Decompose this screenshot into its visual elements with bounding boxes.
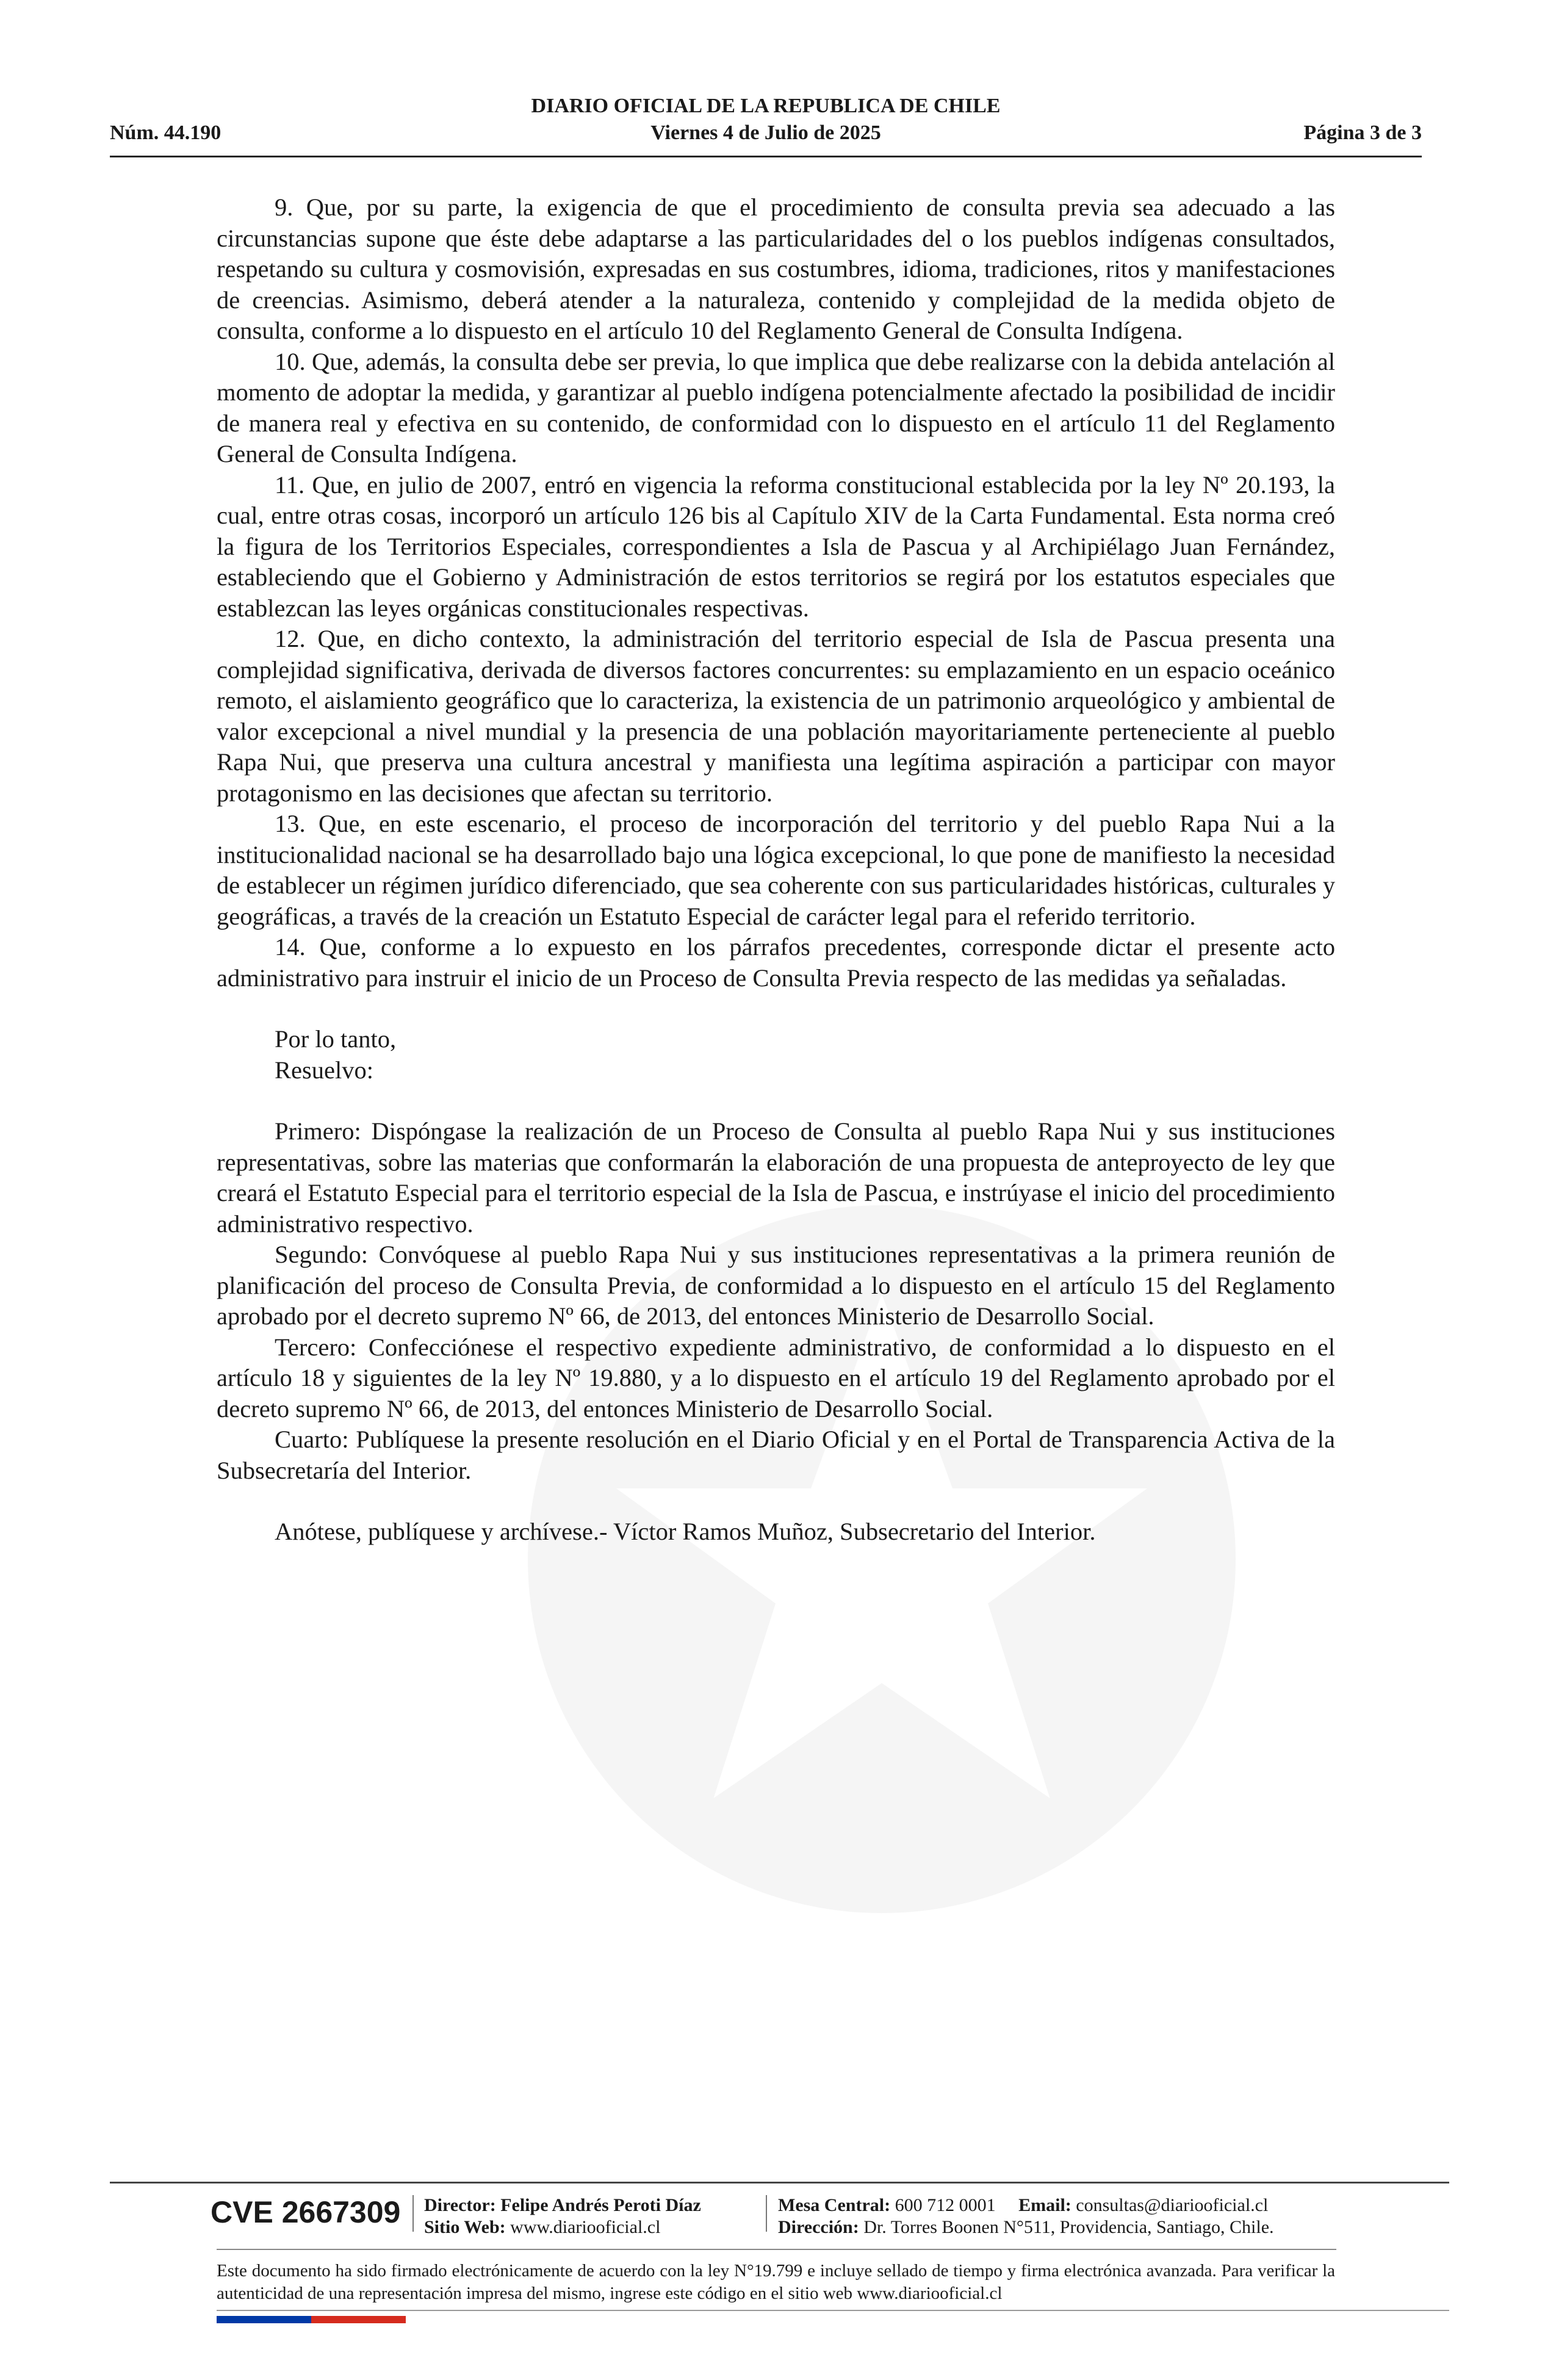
header-divider [110, 156, 1422, 157]
page-number: Página 3 de 3 [1303, 121, 1422, 144]
paragraph-11: 11. Que, en julio de 2007, entró en vigencia la reforma constitucional establecida por la ley Nº 20.193, la cual, entre otras cosas, incorporó un artículo 126 bis al Capítulo XIV de la Carta Fundamental. Esta norma creó la figura de los Territorios Especiales, correspondientes a Isla de Pascua y al Archipiélago Juan Fernández, estableciendo que el Gobierno y Administración de estos territorios se regirá por los estatutos especiales que establezcan las leyes orgánicas constitucionales respectivas. [217, 471, 1335, 622]
por-lo-tanto: Por lo tanto, [275, 1025, 397, 1053]
document-body [217, 192, 1335, 1548]
flag-color-strip [217, 2316, 406, 2323]
flag-blue-segment [217, 2316, 311, 2323]
mesa-central-label: Mesa Central: [778, 2195, 891, 2215]
cve-code: CVE 2667309 [211, 2195, 401, 2229]
issue-number: Núm. 44.190 [110, 121, 222, 144]
resolution-cuarto: Cuarto: Publíquese la presente resolución en el Diario Oficial y en el Portal de Transparencia Activa de la Subsecretaría del Interior. [217, 1426, 1335, 1484]
address-label: Dirección: [778, 2217, 859, 2237]
director-name: Felipe Andrés Peroti Díaz [500, 2195, 701, 2215]
email-link[interactable]: consultas@diariooficial.cl [1076, 2195, 1269, 2215]
footer-separator [766, 2195, 767, 2232]
paragraph-10: 10. Que, además, la consulta debe ser previa, lo que implica que debe realizarse con la debida antelación al momento de adoptar la medida, y garantizar al pueblo indígena potencialmente afectado la posibilidad de incidir de manera real y efectiva en su contenido, de conformidad con lo dispuesto en el artículo 11 del Reglamento General de Consulta Indígena. [217, 347, 1335, 467]
website-link[interactable]: www.diariooficial.cl [510, 2217, 661, 2237]
paragraph-9: 9. Que, por su parte, la exigencia de que el procedimiento de consulta previa sea adecuado a las circunstancias supone que éste debe adaptarse a las particularidades del o los pueblos indígenas consultados, respetando su cultura y cosmovisión, expresadas en sus costumbres, idioma, tradiciones, ritos y manifestaciones de creencias. Asimismo, deberá atender a la naturaleza, contenido y complejidad de la medida objeto de consulta, conforme a lo dispuesto en el artículo 10 del Reglamento General de Consulta Indígena. [217, 193, 1335, 344]
resolution-tercero: Tercero: Confecciónese el respectivo expediente administrativo, de conformidad a lo dispuesto en el artículo 18 y siguientes de la ley Nº 19.880, y a lo dispuesto en el artículo 19 del Reglamento aprobado por el decreto supremo Nº 66, de 2013, del entonces Ministerio de Desarrollo Social. [217, 1333, 1335, 1423]
resuelvo-heading: Resuelvo: [275, 1056, 373, 1084]
email-label: Email: [1018, 2195, 1072, 2215]
footer-director-block [424, 2194, 701, 2238]
closing-signature: Anótese, publíquese y archívese.- Víctor Ramos Muñoz, Subsecretario del Interior. [275, 1518, 1096, 1545]
address-value: Dr. Torres Boonen N°511, Providencia, Santiago, Chile. [863, 2217, 1274, 2237]
flag-red-segment [311, 2316, 406, 2323]
footer-separator [412, 2195, 414, 2232]
resolution-primero: Primero: Dispóngase la realización de un Proceso de Consulta al pueblo Rapa Nui y sus instituciones representativas, sobre las materias que conformarán la elaboración de una propuesta de anteproyecto de ley que creará el Estatuto Especial para el territorio especial de la Isla de Pascua, e instrúyase el inicio del procedimiento administrativo respectivo. [217, 1117, 1335, 1238]
website-label: Sitio Web: [424, 2217, 506, 2237]
paragraph-14: 14. Que, conforme a lo expuesto en los párrafos precedentes, corresponde dictar el presente acto administrativo para instruir el inicio de un Proceso de Consulta Previa respecto de las medidas ya señaladas. [217, 933, 1335, 992]
footer-divider-top [110, 2182, 1449, 2183]
director-label: Director: [424, 2195, 496, 2215]
resolution-segundo: Segundo: Convóquese al pueblo Rapa Nui y sus instituciones representativas a la primera reunión de planificación del proceso de Consulta Previa, de conformidad a lo dispuesto en el artículo 15 del Reglamento aprobado por el decreto supremo Nº 66, de 2013, del entonces Ministerio de Desarrollo Social. [217, 1241, 1335, 1330]
issue-date: Viernes 4 de Julio de 2025 [650, 121, 881, 144]
legal-notice: Este documento ha sido firmado electrónicamente de acuerdo con la ley N°19.799 e incluye sellado de tiempo y firma electrónica avanzada. Para verificar la autenticidad de una representación impresa del mismo, ingrese este código en el sitio web www.diariooficial.cl [217, 2261, 1335, 2303]
footer-contact-block [778, 2194, 1274, 2238]
footer-divider-bottom [217, 2310, 1449, 2311]
paragraph-12: 12. Que, en dicho contexto, la administración del territorio especial de Isla de Pascua presenta una complejidad significativa, derivada de diversos factores concurrentes: su emplazamiento en un espacio oceánico remoto, el aislamiento geográfico que lo caracteriza, la existencia de un patrimonio arqueológico y ambiental de valor excepcional a nivel mundial y la presencia de una población mayoritariamente perteneciente al pueblo Rapa Nui, que preserva una cultura ancestral y manifiesta una legítima aspiración a participar con mayor protagonismo en las decisiones que afectan su territorio. [217, 625, 1335, 807]
page-header [110, 95, 1422, 156]
newspaper-title: DIARIO OFICIAL DE LA REPUBLICA DE CHILE [531, 95, 1001, 117]
mesa-central-phone: 600 712 0001 [895, 2195, 996, 2215]
paragraph-13: 13. Que, en este escenario, el proceso de incorporación del territorio y del pueblo Rapa Nui a la institucionalidad nacional se ha desarrollado bajo una lógica excepcional, lo que pone de manifiesto la necesidad de establecer un régimen jurídico diferenciado, que sea coherente con sus particularidades históricas, culturales y geográficas, a través de la creación un Estatuto Especial de carácter legal para el referido territorio. [217, 810, 1336, 930]
footer-divider-mid [217, 2249, 1336, 2250]
